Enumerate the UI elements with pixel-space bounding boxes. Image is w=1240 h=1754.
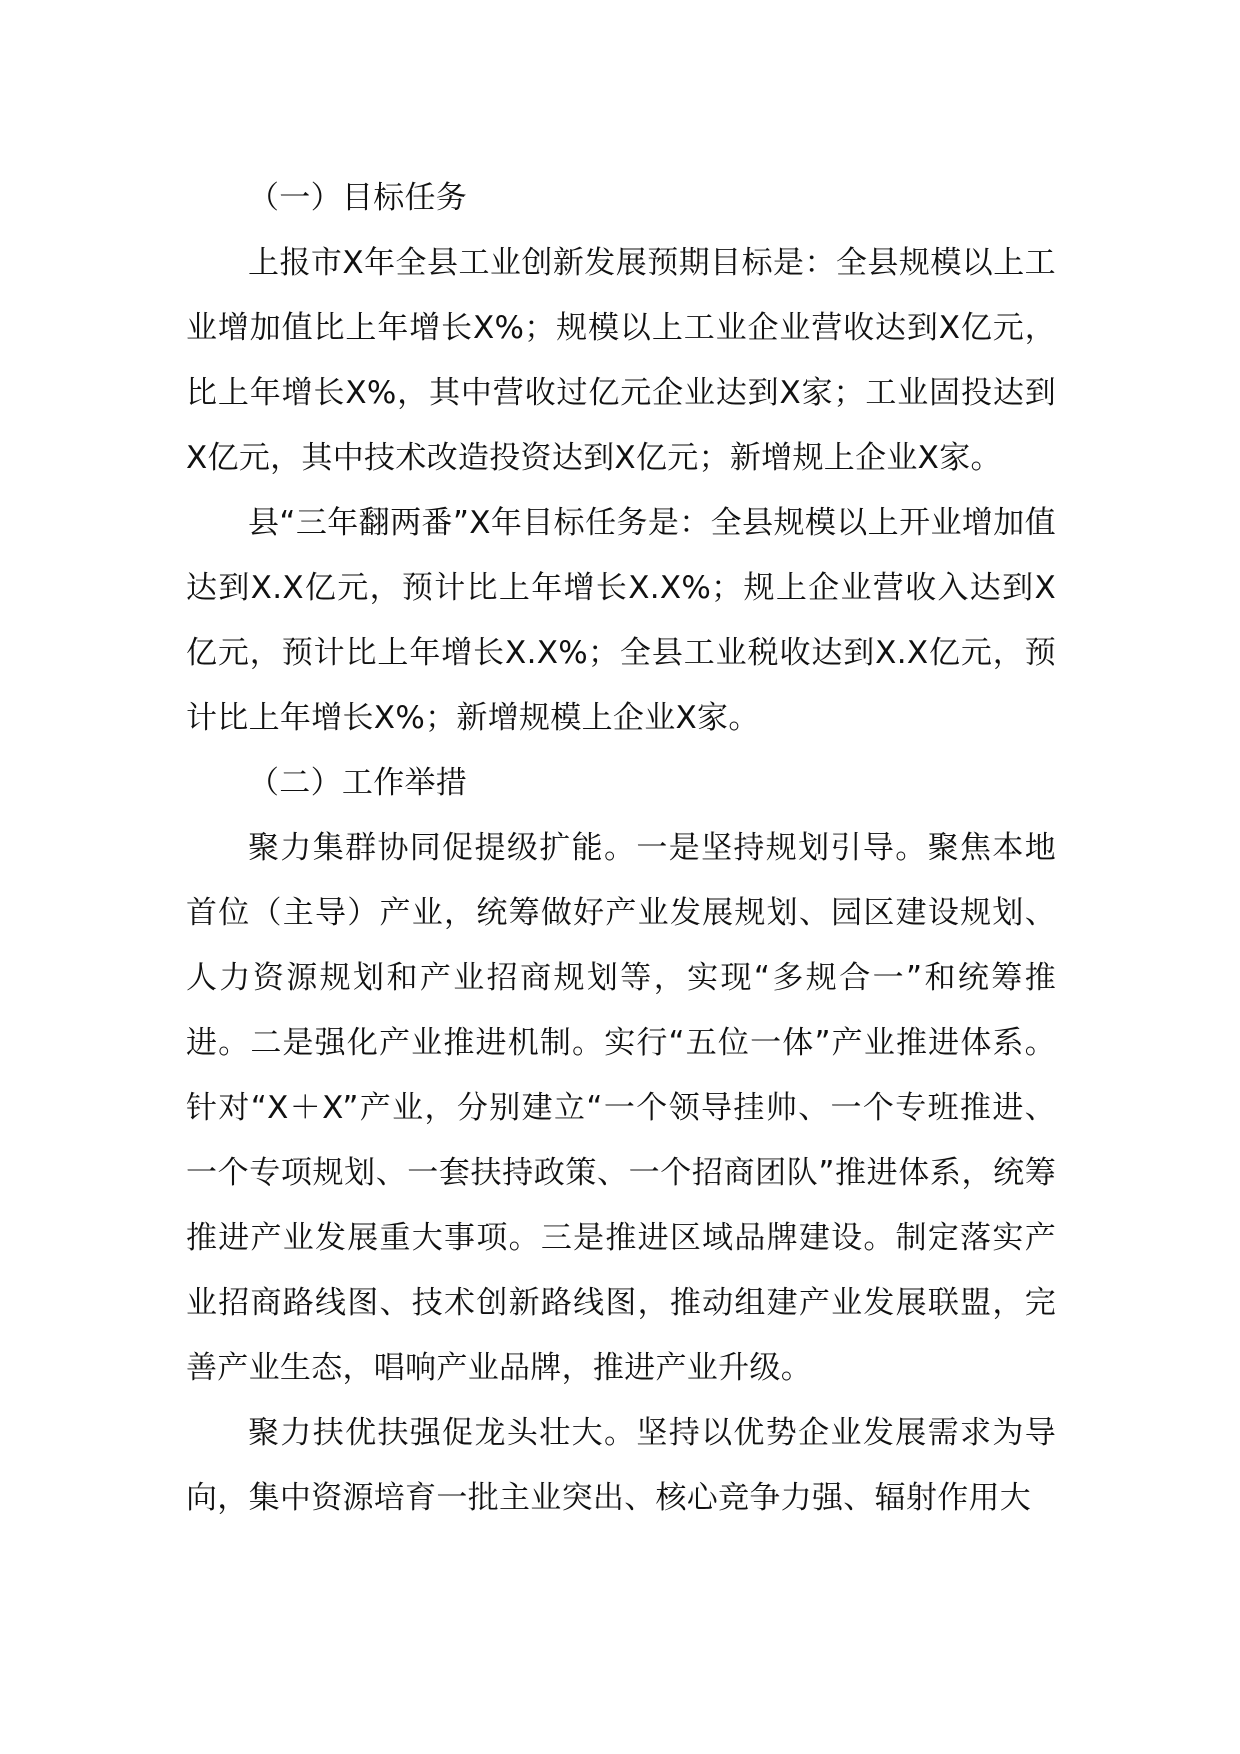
paragraph-city-targets: 上报市X年全县工业创新发展预期目标是：全县规模以上工业增加值比上年增长X%；规模以上工业企业营收达到X亿元，比上年增长X%，其中营收过亿元企业达到X家；工业固投达到X亿元，其中技术改造投资达到X亿元；新增规上企业X家。 — [186, 245, 1056, 476]
paragraph-three-year-targets: 县“三年翻两番”X年目标任务是：全县规模以上开业增加值达到X.X亿元，预计比上年增长X.X%；规上企业营收入达到X亿元，预计比上年增长X.X%；全县工业税收达到X.X亿元，预计比上年增长X%；新增规模上企业X家。 — [186, 505, 1056, 736]
document-body — [186, 166, 1056, 1531]
paragraph-cluster-synergy: 聚力集群协同促提级扩能。一是坚持规划引导。聚焦本地首位（主导）产业，统筹做好产业发展规划、园区建设规划、人力资源规划和产业招商规划等，实现“多规合一”和统筹推进。二是强化产业推进机制。实行“五位一体”产业推进体系。针对“X＋X”产业，分别建立“一个领导挂帅、一个专班推进、一个专项规划、一套扶持政策、一个招商团队”推进体系，统筹推进产业发展重大事项。三是推进区域品牌建设。制定落实产业招商路线图、技术创新路线图，推动组建产业发展联盟，完善产业生态，唱响产业品牌，推进产业升级。 — [186, 830, 1056, 1386]
section-heading-measures: （二）工作举措 — [248, 765, 468, 801]
paragraph-leading-enterprises: 聚力扶优扶强促龙头壮大。坚持以优势企业发展需求为导向，集中资源培育一批主业突出、核心竞争力强、辐射作用大 — [186, 1415, 1056, 1516]
section-heading-goals: （一）目标任务 — [248, 180, 468, 216]
